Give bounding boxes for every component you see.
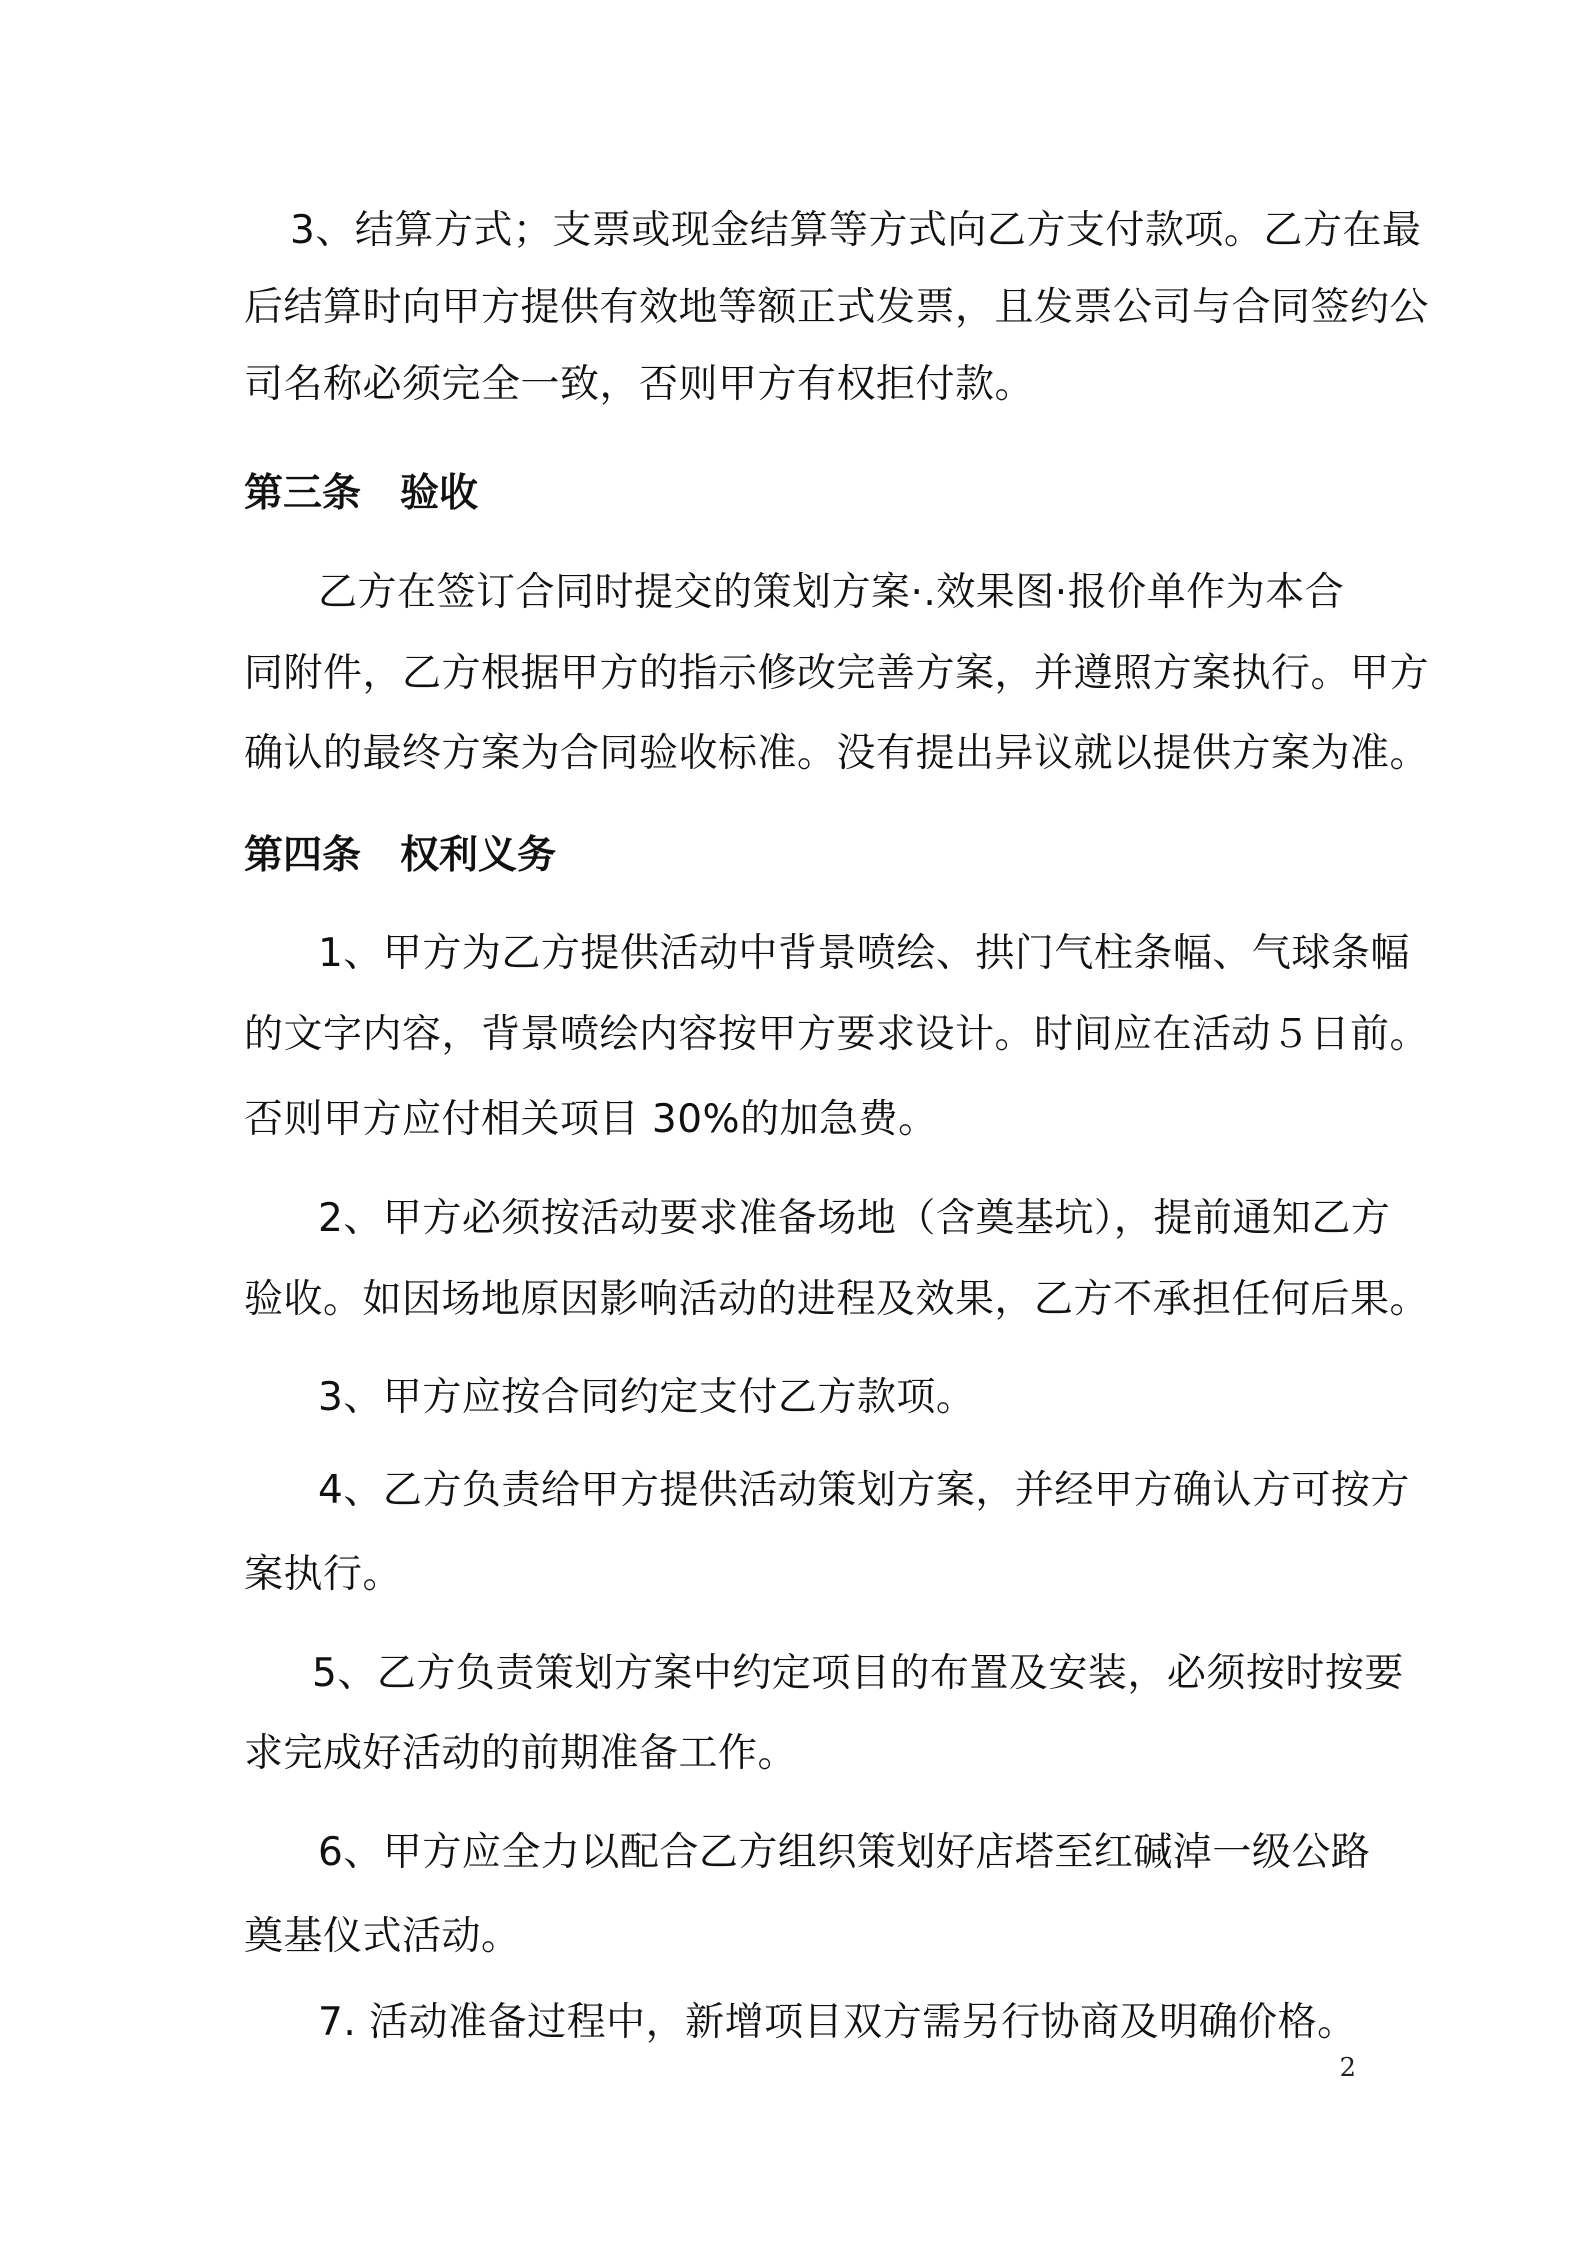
article3-heading: 第三条 验收 bbox=[244, 471, 479, 516]
article4-item5-line-1: 5、乙方负责策划方案中约定项目的布置及安装，必须按时按要 bbox=[312, 1651, 1404, 1696]
article4-item1-line-3: 否则甲方应付相关项目 30%的加急费。 bbox=[244, 1097, 938, 1142]
article4-item6-line-1: 6、甲方应全力以配合乙方组织策划好店塔至红碱淖一级公路 bbox=[318, 1830, 1371, 1875]
payment-line-1: 3、结算方式；支票或现金结算等方式向乙方支付款项。乙方在最 bbox=[290, 208, 1422, 253]
article4-item4-line-1: 4、乙方负责给甲方提供活动策划方案，并经甲方确认方可按方 bbox=[318, 1468, 1410, 1513]
article4-item1-line-1: 1、甲方为乙方提供活动中背景喷绘、拱门气柱条幅、气球条幅 bbox=[318, 931, 1410, 976]
article3-line-1: 乙方在签订合同时提交的策划方案·.效果图·报价单作为本合 bbox=[318, 570, 1345, 615]
payment-line-2: 后结算时向甲方提供有效地等额正式发票，且发票公司与合同签约公 bbox=[244, 285, 1430, 330]
article4-item1-line-2: 的文字内容，背景喷绘内容按甲方要求设计。时间应在活动５日前。 bbox=[244, 1012, 1430, 1057]
article3-line-2: 同附件，乙方根据甲方的指示修改完善方案，并遵照方案执行。甲方 bbox=[244, 651, 1430, 696]
article4-item4-line-2: 案执行。 bbox=[244, 1552, 403, 1597]
payment-line-3: 司名称必须完全一致，否则甲方有权拒付款。 bbox=[244, 362, 1035, 407]
article4-item7-line-1: 7. 活动准备过程中，新增项目双方需另行协商及明确价格。 bbox=[318, 2000, 1357, 2045]
article4-item2-line-1: 2、甲方必须按活动要求准备场地（含奠基坑），提前通知乙方 bbox=[318, 1196, 1391, 1241]
article4-item6-line-2: 奠基仪式活动。 bbox=[244, 1914, 521, 1959]
article4-item2-line-2: 验收。如因场地原因影响活动的进程及效果，乙方不承担任何后果。 bbox=[244, 1277, 1430, 1322]
article4-heading: 第四条 权利义务 bbox=[244, 833, 557, 878]
page-number: 2 bbox=[1339, 2053, 1356, 2083]
article3-line-3: 确认的最终方案为合同验收标准。没有提出异议就以提供方案为准。 bbox=[244, 731, 1430, 776]
article4-item5-line-2: 求完成好活动的前期准备工作。 bbox=[244, 1731, 798, 1776]
article4-item3-line-1: 3、甲方应按合同约定支付乙方款项。 bbox=[318, 1375, 976, 1420]
